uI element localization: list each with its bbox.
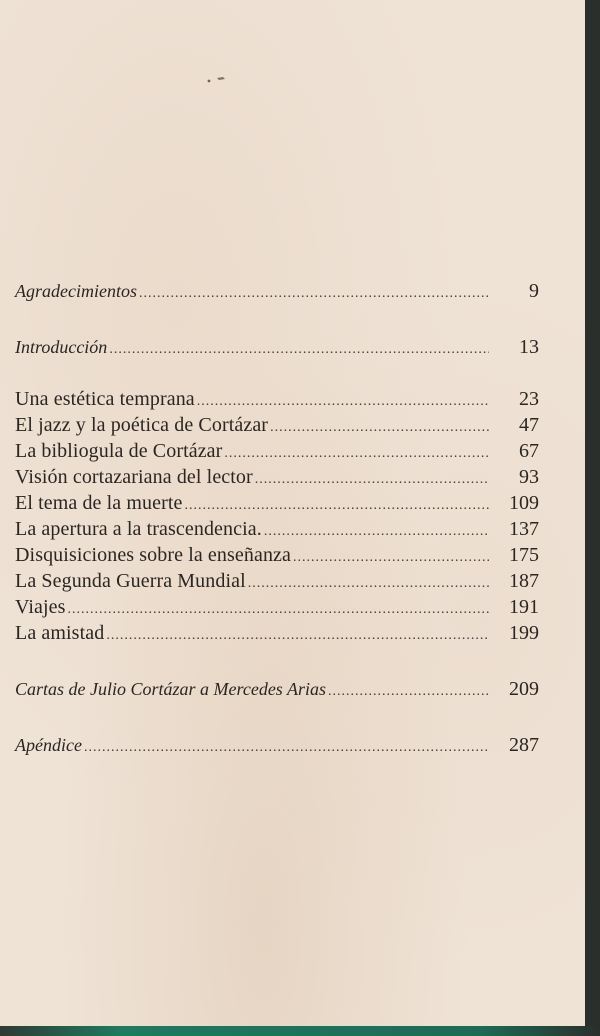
toc-entry-chapter: [15, 492, 539, 515]
toc-entry-page: 199: [509, 622, 539, 644]
toc-entry-chapter: [15, 544, 539, 567]
toc-entry-title: La amistad: [15, 622, 105, 644]
dot-leader: [84, 740, 489, 756]
dot-leader: [293, 550, 489, 566]
toc-entry-title: Viajes: [15, 596, 66, 618]
ink-speck: [205, 74, 229, 84]
toc-entry-apendice: [15, 734, 539, 757]
toc-entry-page: 175: [509, 544, 539, 566]
toc-entry-chapter: [15, 518, 539, 541]
toc-entry-chapter: [15, 466, 539, 489]
dot-leader: [264, 524, 489, 540]
toc-entry-title: Una estética temprana: [15, 388, 195, 410]
dot-leader: [328, 684, 489, 700]
dot-leader: [68, 602, 490, 618]
toc-entry-page: 67: [519, 440, 539, 462]
toc-entry-page: 13: [519, 336, 539, 358]
toc-entry-title: El jazz y la poética de Cortázar: [15, 414, 269, 436]
toc-entry-title: El tema de la muerte: [15, 492, 183, 514]
toc-entry-title: La apertura a la trascendencia.: [15, 518, 262, 540]
toc-entry-page: 187: [509, 570, 539, 592]
toc-entry-title: Disquisiciones sobre la enseñanza: [15, 544, 291, 566]
dot-leader: [106, 628, 489, 644]
toc-entry-title: Cartas de Julio Cortázar a Mercedes Arias: [15, 679, 326, 699]
toc-entry-title: Apéndice: [15, 735, 82, 755]
toc-entry-introduccion: [15, 336, 539, 359]
toc-entry-page: 191: [509, 596, 539, 618]
dot-leader: [224, 446, 489, 462]
toc-entry-title: Agradecimientos: [15, 281, 137, 301]
dot-leader: [255, 472, 489, 488]
toc-entry-page: 93: [519, 466, 539, 488]
toc-entry-title: La bibliogula de Cortázar: [15, 440, 223, 462]
dot-leader: [184, 498, 489, 514]
toc-entry-chapter: [15, 596, 539, 619]
toc-entry-title: Visión cortazariana del lector: [15, 466, 253, 488]
toc-entry-cartas: [15, 678, 539, 701]
dot-leader: [139, 286, 489, 302]
toc-entry-page: 137: [509, 518, 539, 540]
dot-leader: [197, 394, 489, 410]
toc-entry-chapter: [15, 622, 539, 645]
toc-entry-page: 47: [519, 414, 539, 436]
toc-entry-page: 287: [509, 734, 539, 756]
toc-entry-chapter: [15, 388, 539, 411]
toc-entry-agradecimientos: [15, 280, 539, 303]
dot-leader: [248, 576, 489, 592]
toc-entry-page: 109: [509, 492, 539, 514]
toc-entry-page: 9: [529, 280, 539, 302]
dot-leader: [270, 420, 489, 436]
toc-entry-title: La Segunda Guerra Mundial: [15, 570, 246, 592]
toc-entry-chapter: [15, 440, 539, 463]
toc-entry-page: 23: [519, 388, 539, 410]
toc-entry-chapter: [15, 570, 539, 593]
toc-entry-title: Introducción: [15, 337, 108, 357]
toc-entry-page: 209: [509, 678, 539, 700]
cover-edge: [0, 1026, 600, 1036]
toc-entry-chapter: [15, 414, 539, 437]
dot-leader: [109, 342, 489, 358]
